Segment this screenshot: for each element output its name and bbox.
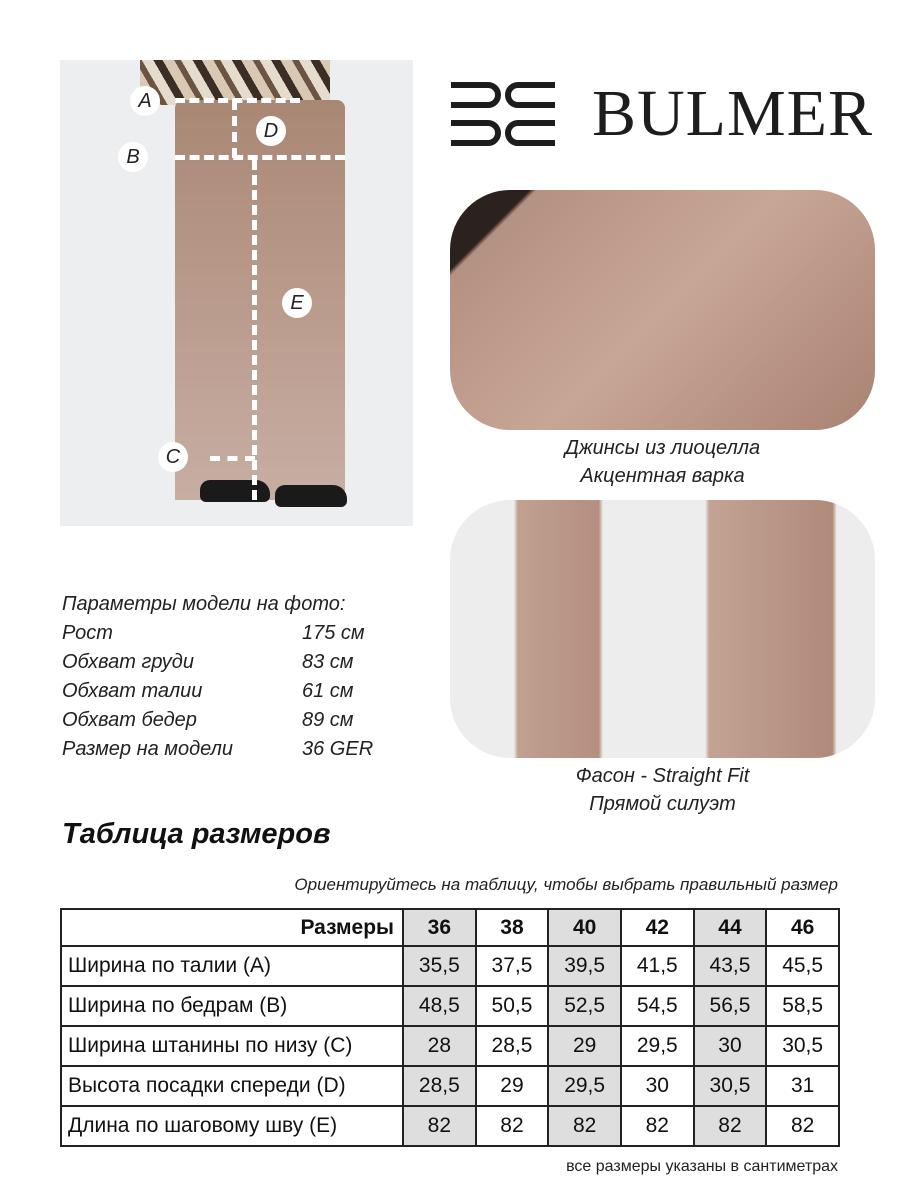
table-cell: 28,5 [403,1066,476,1106]
table-cell: 41,5 [621,946,694,986]
param-label: Размер на модели [62,738,234,760]
row-label: Ширина по талии (A) [61,946,403,986]
size-header: 40 [548,909,621,946]
table-cell: 28 [403,1026,476,1066]
row-label: Ширина по бедрам (B) [61,986,403,1026]
table-cell: 82 [476,1106,549,1146]
measure-label-c: C [158,442,188,472]
table-cell: 54,5 [621,986,694,1026]
measure-label-e: E [282,288,312,318]
detail-photo-legs [450,500,875,758]
measure-line-d [232,100,237,158]
table-cell: 31 [766,1066,839,1106]
model-photo [60,60,413,526]
model-params [62,590,373,764]
table-cell: 58,5 [766,986,839,1026]
detail-photo-waist [450,190,875,430]
model-param-row [62,619,373,648]
param-label: Обхват бедер [62,709,197,731]
model-params-title: Параметры модели на фото: [62,593,346,615]
detail-caption-fit [450,762,875,818]
param-label: Обхват талии [62,680,203,702]
table-cell: 29 [548,1026,621,1066]
size-table-title: Таблица размеров [62,818,331,850]
row-label: Длина по шаговому шву (E) [61,1106,403,1146]
table-cell: 28,5 [476,1026,549,1066]
table-cell: 48,5 [403,986,476,1026]
measure-label-d: D [256,116,286,146]
table-cell: 29 [476,1066,549,1106]
table-cell: 37,5 [476,946,549,986]
caption-line: Фасон - Straight Fit [575,765,750,787]
size-table-footnote: все размеры указаны в сантиметрах [566,1158,838,1175]
param-value: 89 см [302,709,354,731]
table-cell: 45,5 [766,946,839,986]
param-value: 175 см [302,622,365,644]
brand-name: BULMER [592,77,874,150]
size-header: 46 [766,909,839,946]
table-header-row [61,909,839,946]
measure-line-a [175,98,300,103]
caption-line: Акцентная варка [580,465,745,487]
param-label: Рост [62,622,113,644]
table-cell: 30,5 [766,1026,839,1066]
model-param-row [62,648,373,677]
table-cell: 43,5 [694,946,767,986]
brand-monogram-icon [448,79,558,149]
measure-label-a: A [130,86,160,116]
table-cell: 82 [766,1106,839,1146]
size-table [60,908,840,1147]
header-label: Размеры [61,909,403,946]
model-param-row [62,706,373,735]
table-row [61,1026,839,1066]
size-header: 44 [694,909,767,946]
caption-line: Джинсы из лиоцелла [564,437,761,459]
table-cell: 50,5 [476,986,549,1026]
table-row [61,986,839,1026]
table-cell: 29,5 [548,1066,621,1106]
table-cell: 82 [694,1106,767,1146]
param-value: 36 GER [302,738,374,760]
row-label: Ширина штанины по низу (C) [61,1026,403,1066]
table-cell: 29,5 [621,1026,694,1066]
table-cell: 30 [621,1066,694,1106]
table-cell: 52,5 [548,986,621,1026]
detail-caption-fabric [450,434,875,490]
param-label: Обхват груди [62,651,194,673]
table-cell: 82 [548,1106,621,1146]
measure-line-e [252,160,257,500]
table-cell: 30 [694,1026,767,1066]
param-value: 61 см [302,680,354,702]
measure-line-c [210,456,255,461]
table-cell: 30,5 [694,1066,767,1106]
row-label: Высота посадки спереди (D) [61,1066,403,1106]
size-header: 42 [621,909,694,946]
table-row [61,1066,839,1106]
measure-line-b [175,155,345,160]
table-cell: 82 [621,1106,694,1146]
caption-line: Прямой силуэт [589,793,736,815]
table-cell: 35,5 [403,946,476,986]
model-param-row [62,735,373,764]
param-value: 83 см [302,651,354,673]
model-param-row [62,677,373,706]
size-header: 38 [476,909,549,946]
brand-logo [448,76,873,152]
table-cell: 39,5 [548,946,621,986]
table-cell: 56,5 [694,986,767,1026]
shoe-left [200,480,270,502]
measure-label-b: B [118,142,148,172]
size-header: 36 [403,909,476,946]
shoe-right [275,485,347,507]
table-row [61,1106,839,1146]
size-table-hint: Ориентируйтесь на таблицу, чтобы выбрать правильный размер [294,875,838,894]
table-cell: 82 [403,1106,476,1146]
table-row [61,946,839,986]
